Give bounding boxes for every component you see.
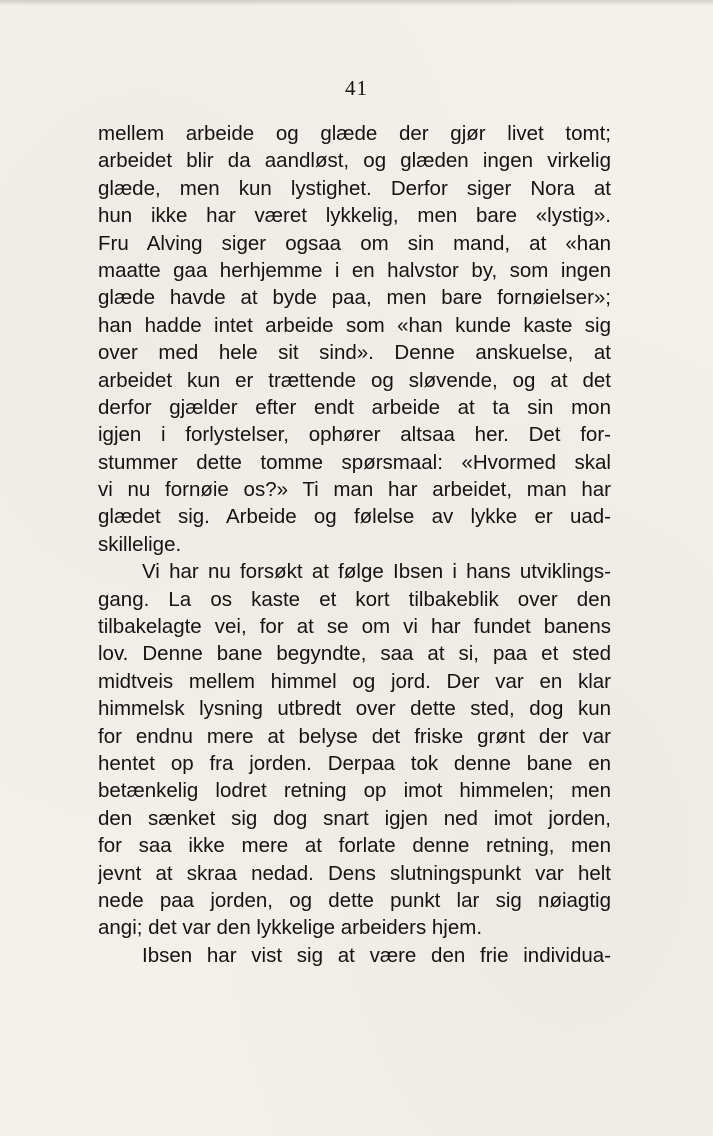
text-line: jevnt at skraa nedad. Dens slutningspunkt var helt bbox=[98, 861, 611, 885]
text-line: vi nu fornøie os?» Ti man har arbeidet, man har bbox=[98, 478, 611, 502]
text-line: Vi har nu forsøkt at følge Ibsen i hans utviklings- bbox=[142, 560, 611, 584]
text-line: igjen i forlystelser, ophører altsaa her. Det for- bbox=[98, 423, 611, 447]
text-line: arbeidet blir da aandløst, og glæden ingen virkelig bbox=[98, 149, 611, 173]
text-line: skillelige. bbox=[98, 532, 182, 556]
text-line: nede paa jorden, og dette punkt lar sig nøiagtig bbox=[98, 888, 611, 912]
text-line: for saa ikke mere at forlate denne retning, men bbox=[98, 834, 611, 858]
text-line: lov. Denne bane begyndte, saa at si, paa et sted bbox=[98, 642, 611, 666]
text-line: glæde havde at byde paa, men bare fornøielser»; bbox=[98, 286, 611, 310]
text-line: glædet sig. Arbeide og følelse av lykke er uad- bbox=[98, 505, 611, 529]
text-line: hentet op fra jorden. Derpaa tok denne bane en bbox=[98, 751, 611, 775]
text-line: gang. La os kaste et kort tilbakeblik over den bbox=[98, 587, 611, 611]
text-line: Ibsen har vist sig at være den frie individua- bbox=[142, 943, 611, 967]
text-line: maatte gaa herhjemme i en halvstor by, som ingen bbox=[98, 258, 611, 282]
text-line: den sænket sig dog snart igjen ned imot jorden, bbox=[98, 806, 611, 830]
text-line: over med hele sit sind». Denne anskuelse, at bbox=[98, 341, 611, 365]
text-line: himmelsk lysning utbredt over dette sted, dog kun bbox=[98, 697, 611, 721]
text-line: tilbakelagte vei, for at se om vi har fundet banens bbox=[98, 615, 611, 639]
page-number: 41 bbox=[345, 76, 368, 100]
text-line: mellem arbeide og glæde der gjør livet tomt; bbox=[98, 122, 611, 145]
text-line: derfor gjælder efter endt arbeide at ta sin mon bbox=[98, 395, 611, 419]
text-line: han hadde intet arbeide som «han kunde kaste sig bbox=[98, 313, 611, 337]
body-text bbox=[98, 120, 611, 969]
text-line: midtveis mellem himmel og jord. Der var en klar bbox=[98, 669, 611, 693]
page-top-edge bbox=[0, 0, 713, 6]
text-line: glæde, men kun lystighet. Derfor siger Nora at bbox=[98, 176, 611, 200]
text-line: for endnu mere at belyse det friske grønt der var bbox=[98, 724, 611, 748]
text-line: stummer dette tomme spørsmaal: «Hvormed skal bbox=[98, 450, 611, 474]
text-line: arbeidet kun er trættende og sløvende, og at det bbox=[98, 368, 611, 392]
text-line: Fru Alving siger ogsaa om sin mand, at «han bbox=[98, 231, 611, 255]
text-line: hun ikke har været lykkelig, men bare «lystig». bbox=[98, 204, 611, 228]
text-line: betænkelig lodret retning op imot himmelen; men bbox=[98, 779, 611, 803]
text-line: angi; det var den lykkelige arbeiders hjem. bbox=[98, 916, 483, 940]
